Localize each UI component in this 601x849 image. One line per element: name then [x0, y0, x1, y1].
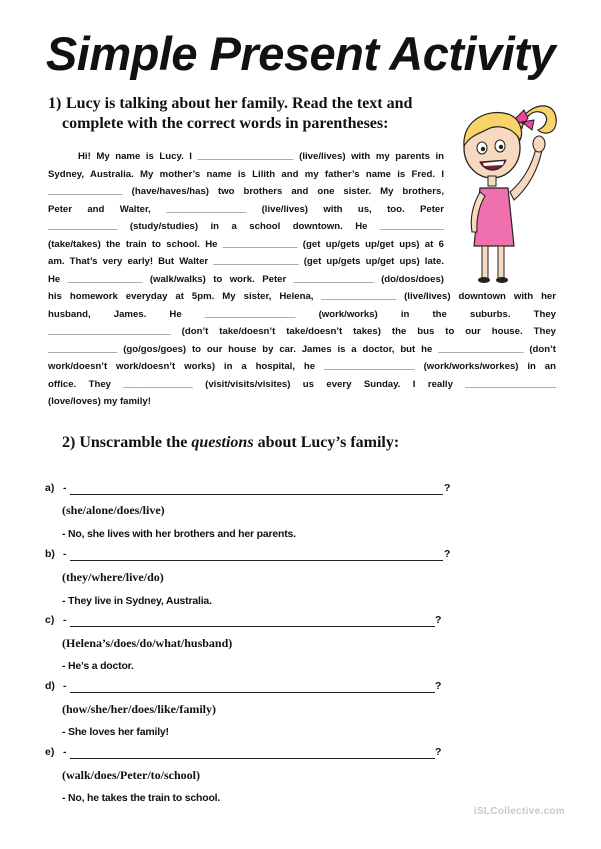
passage-line: He ______________ (walk/walks) to work. Peter _______________ (do/dos/does) [48, 273, 444, 285]
question-letter: a) [45, 482, 55, 494]
exercise-1-heading [48, 94, 448, 134]
passage-line: work/doesn’t work/doesn’t works) in a hospital, he _________________ (work/works/workes) in an [48, 361, 556, 372]
site-watermark: iSLCollective.com [473, 806, 565, 817]
answer-blank-line[interactable] [70, 758, 435, 759]
exercise-1-number: 1) [48, 95, 62, 112]
given-answer: - They live in Sydney, Australia. [62, 595, 212, 607]
exercise-2-heading-start: 2) Unscramble the [62, 434, 192, 451]
reading-passage [48, 148, 556, 411]
passage-line: Peter and Walter, _______________ (live/lives) with us, too. Peter [48, 203, 444, 215]
passage-line: husband, James. He _________________ (work/works) in the suburbs. They [48, 308, 556, 320]
passage-line: his homework everyday at 5pm. My sister, Helena, ______________ (live/lives) downtown with her [48, 291, 556, 302]
passage-line: ______________ (have/haves/has) two brothers and one sister. My brothers, [48, 186, 444, 197]
exercise-1-heading-line-2: complete with the correct words in parentheses: [62, 115, 389, 132]
question-letter: c) [45, 614, 55, 626]
question-dash: - [63, 548, 67, 560]
question-letter: b) [45, 548, 55, 560]
passage-line: _______________________ (don’t take/doesn’t take/doesn’t takes) the bus to our house. They [48, 326, 556, 337]
question-item-d [45, 680, 465, 738]
given-answer: - She loves her family! [62, 726, 169, 738]
given-answer: - No, she lives with her brothers and her parents. [62, 528, 296, 540]
scrambled-words: (how/she/her/does/like/family) [62, 702, 216, 716]
passage-line: Hi! My name is Lucy. I __________________ (live/lives) with my parents in [78, 151, 444, 162]
question-dash: - [63, 482, 67, 494]
question-mark: ? [435, 746, 442, 758]
question-mark: ? [435, 614, 442, 626]
passage-line: _____________ (study/studies) in a school downtown. He ____________ [48, 221, 444, 232]
question-letter: e) [45, 746, 55, 758]
passage-line: office. They _____________ (visit/visits/visites) us every Sunday. I really _________________ [48, 378, 556, 390]
question-item-c [45, 614, 465, 672]
scrambled-words: (they/where/live/do) [62, 570, 164, 584]
scrambled-words: (walk/does/Peter/to/school) [62, 768, 200, 782]
exercise-2-heading-end: about Lucy’s family: [253, 434, 400, 451]
exercise-1-heading-line-1: Lucy is talking about her family. Read the text and [66, 95, 413, 112]
question-mark: ? [444, 482, 451, 494]
page-title: Simple Present Activity [45, 27, 556, 80]
question-dash: - [63, 614, 67, 626]
passage-line: (love/loves) my family! [48, 396, 151, 407]
passage-line: (take/takes) the train to school. He ______________ (get up/gets up/get ups) at 6 [48, 238, 444, 250]
question-letter: d) [45, 680, 55, 692]
passage-line: am. That’s very early! But Walter ________________ (get up/gets up/get ups) late. [48, 256, 444, 267]
scrambled-words: (Helena’s/does/do/what/husband) [62, 636, 233, 650]
question-mark: ? [435, 680, 442, 692]
answer-blank-line[interactable] [70, 692, 435, 693]
answer-blank-line[interactable] [70, 560, 443, 561]
question-item-b [45, 548, 465, 607]
question-item-a [45, 482, 465, 540]
scrambled-words: (she/alone/does/live) [62, 503, 165, 517]
question-dash: - [63, 680, 67, 692]
exercise-2-heading [62, 434, 399, 452]
answer-blank-line[interactable] [70, 494, 443, 495]
answer-blank-line[interactable] [70, 626, 435, 627]
passage-line: Sydney, Australia. My mother’s name is Lilith and my father’s name is Fred. I [48, 168, 444, 180]
question-item-e [45, 746, 465, 804]
question-dash: - [63, 746, 67, 758]
given-answer: - No, he takes the train to school. [62, 792, 221, 804]
question-mark: ? [444, 548, 451, 560]
given-answer: - He’s a doctor. [62, 660, 134, 672]
passage-line: _____________ (go/gos/goes) to our house by car. James is a doctor, but he ________________ (don’t [48, 343, 556, 355]
exercise-2-heading-emphasis: questions [191, 434, 254, 451]
